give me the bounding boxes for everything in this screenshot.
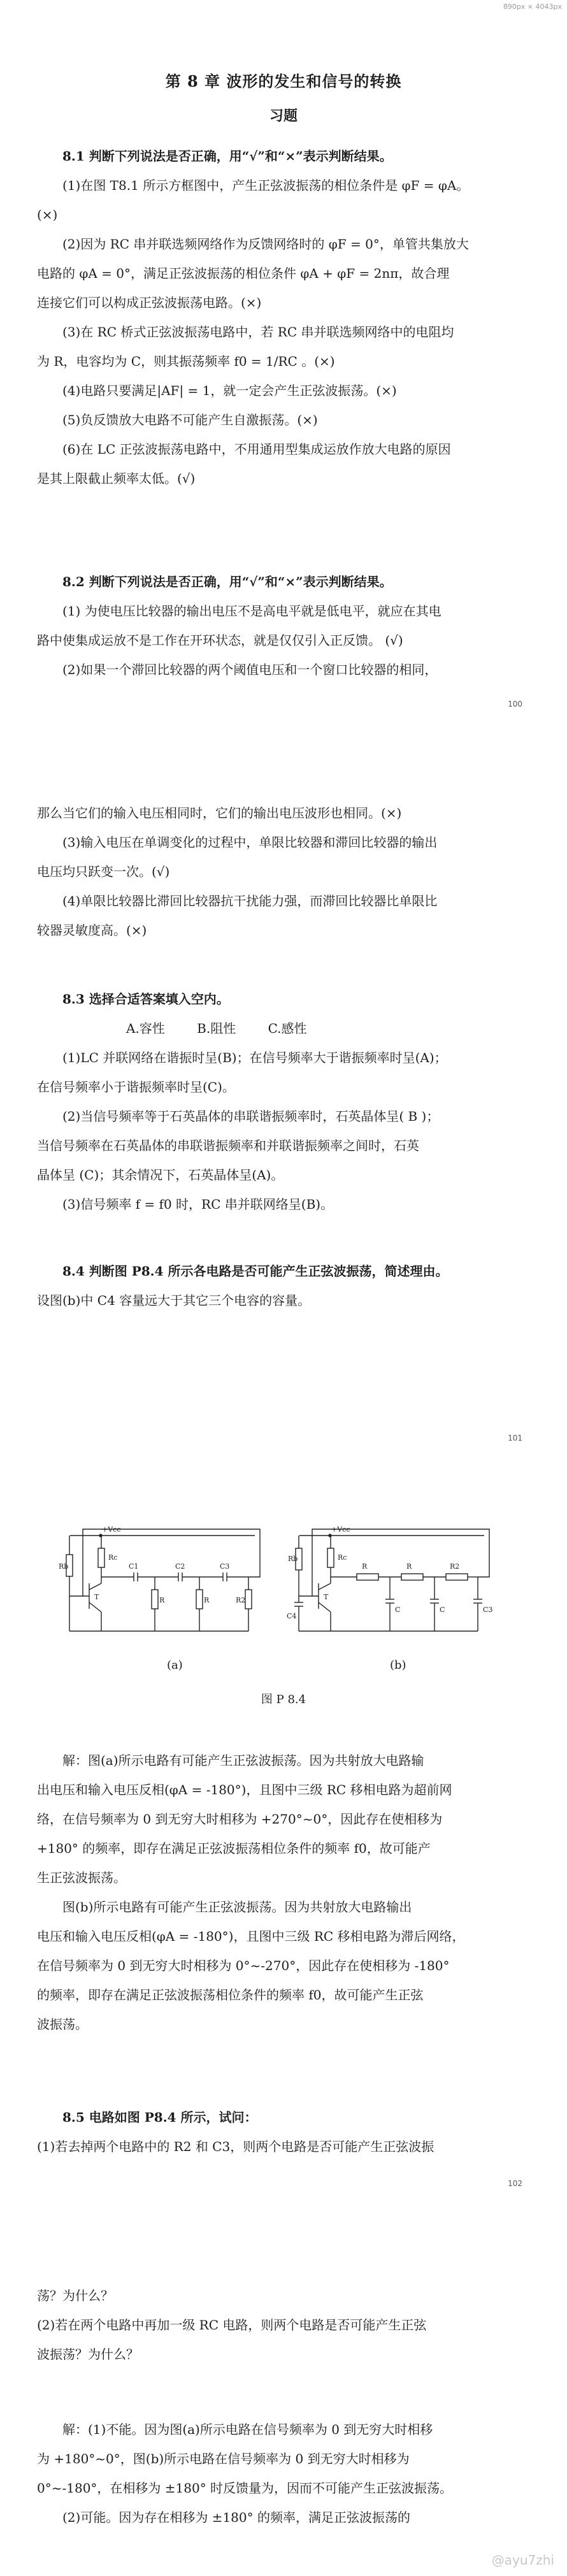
q83-item-2-line: 晶体呈 (C)；其余情况下，石英晶体呈(A)。 [37, 1167, 284, 1183]
svg-text:T: T [94, 1593, 99, 1601]
q82-item-4: (4)单限比较器比滞回比较器抗干扰能力强，而滞回比较器比单限比 [62, 893, 438, 909]
page-number: 102 [508, 2179, 522, 2188]
q82-block [0, 567, 567, 684]
solution-a-line: 出电压和输入电压反相(φA = -180°)，且图中三级 RC 移相电路为超前网 [37, 1782, 452, 1797]
svg-text:C3: C3 [220, 1562, 230, 1571]
q84-head: 8.4 判断图 P8.4 所示各电路是否可能产生正弦波振荡，简述理由。 [62, 1263, 449, 1279]
watermark: @ayu7zhi [491, 2552, 554, 2568]
q85-item-2: (2)若在两个电路中再加一级 RC 电路，则两个电路是否可能产生正弦 [37, 2317, 427, 2333]
circuit-a-figure [57, 1523, 268, 1644]
option-c: C.感性 [268, 1021, 307, 1036]
q82-item-2: (2)如果一个滞回比较器的两个阈值电压和一个窗口比较器的相同， [62, 662, 438, 677]
q85-solution-line: 为 +180°~0°，图(b)所示电路在信号频率为 0 到无穷大时相移为 [37, 2451, 410, 2466]
q81-item-3-line: 为 R，电容均为 C，则其振荡频率 f0 = 1/RC 。(×) [37, 354, 335, 369]
option-a: A.容性 [126, 1021, 165, 1036]
section-title: 习题 [269, 108, 298, 124]
q81-item-2-line: 连接它们可以构成正弦波振荡电路。(×) [37, 295, 262, 310]
q84-head-line: 设图(b)中 C4 容量远大于其它三个电容的容量。 [37, 1293, 311, 1308]
solution-b-line: 波振荡。 [37, 2017, 88, 2032]
svg-text:+Vcc: +Vcc [331, 1525, 350, 1534]
q83-head: 8.3 选择合适答案填入空内。 [62, 991, 229, 1007]
q82-item-2-line: 那么当它们的输入电压相同时，它们的输出电压波形也相同。(×) [37, 805, 402, 821]
fig-b-label: (b) [390, 1659, 406, 1672]
q83-item-3: (3)信号频率 f = f0 时，RC 串并联网络呈(B)。 [62, 1197, 334, 1212]
q83-item-1: (1)LC 并联网络在谐振时呈(B)；在信号频率大于谐振频率时呈(A)； [62, 1050, 447, 1065]
solution-a-line: 络，在信号频率为 0 到无穷大时相移为 +270°~0°，因此存在使相移为 [37, 1811, 443, 1827]
q81-item-6: (6)在 LC 正弦波振荡电路中，不用通用型集成运放作放大电路的原因 [62, 442, 451, 457]
q85-block [0, 2103, 567, 2161]
page-number: 101 [508, 1434, 522, 1443]
svg-text:Rb: Rb [288, 1555, 298, 1563]
q82-item-4-line: 较器灵敏度高。(×) [37, 923, 147, 938]
q82-item-3-line: 电压均只跃变一次。(√) [37, 864, 170, 879]
q83-item-2: (2)当信号频率等于石英晶体的串联谐振频率时，石英晶体呈( B )； [62, 1109, 440, 1124]
svg-text:C: C [440, 1606, 445, 1614]
dimension-label: 890px × 4043px [503, 3, 562, 11]
q81-item-4: (4)电路只要满足|AF| = 1，就一定会产生正弦波振荡。(×) [62, 383, 397, 398]
svg-text:C: C [395, 1606, 401, 1614]
q85-solution-1: 解：(1)不能。因为图(a)所示电路在信号频率为 0 到无穷大时相移 [62, 2422, 433, 2437]
svg-text:Rb: Rb [59, 1562, 69, 1571]
svg-text:R: R [406, 1562, 412, 1571]
svg-text:C4: C4 [287, 1612, 297, 1620]
figure-caption: 图 P 8.4 [261, 1693, 306, 1706]
solution-b-line: 电压和输入电压反相(φA = -180°)，且图中三级 RC 移相电路为滞后网络， [37, 1929, 465, 1944]
q82-item-1-line: 路中使集成运放不是工作在开环状态，就是仅仅引入正反馈。 (√) [37, 633, 403, 648]
circuit-b-figure [287, 1523, 497, 1644]
q81-item-3: (3)在 RC 桥式正弦波振荡电路中，若 RC 串并联选频网络中的电阻均 [62, 324, 454, 340]
svg-text:R: R [362, 1562, 368, 1571]
solution-b-line: 的频率，即存在满足正弦波振荡相位条件的频率 f0，故可能产生正弦 [37, 1987, 424, 2003]
svg-text:T: T [324, 1593, 329, 1601]
svg-text:R2: R2 [236, 1596, 246, 1604]
q82-item-1: (1) 为使电压比较器的输出电压不是高电平就是低电平，就应在其电 [62, 603, 441, 619]
q85-solution-line: 0°~-180°，在相移为 ±180° 时反馈量为，因而不可能产生正弦波振荡。 [37, 2480, 453, 2496]
svg-text:Rc: Rc [108, 1553, 118, 1562]
q83-block [0, 984, 567, 1219]
fig-a-label: (a) [167, 1659, 183, 1672]
q81-item-1-answer: (×) [37, 207, 58, 222]
q85-solution-2: (2)可能。因为存在相移为 ±180° 的频率，满足正弦波振荡的 [62, 2510, 410, 2525]
solution-b-line: 在信号频率为 0 到无穷大时相移为 0°~-270°，因此存在使相移为 -180° [37, 1958, 450, 1973]
q82-item-3: (3)输入电压在单调变化的过程中，单限比较器和滞回比较器的输出 [62, 835, 438, 850]
q83-item-1-line: 在信号频率小于谐振频率时呈(C)。 [37, 1079, 235, 1095]
q81-head: 8.1 判断下列说法是否正确，用“√”和“×”表示判断结果。 [62, 148, 392, 164]
svg-text:+Vcc: +Vcc [102, 1525, 121, 1534]
svg-text:C1: C1 [129, 1562, 139, 1571]
q85-item-1-line: 荡？为什么？ [37, 2288, 113, 2303]
svg-text:R: R [159, 1596, 165, 1604]
q83-options [37, 1014, 503, 1043]
svg-text:C3: C3 [483, 1606, 493, 1614]
q85-head: 8.5 电路如图 P8.4 所示，试问： [62, 2110, 257, 2125]
q81-item-1: (1)在图 T8.1 所示方框图中，产生正弦波振荡的相位条件是 φF = φA。 [62, 178, 470, 193]
q85-item-1: (1)若去掉两个电路中的 R2 和 C3，则两个电路是否可能产生正弦波振 [37, 2139, 434, 2154]
q81-item-6-line: 是其上限截止频率太低。(√) [37, 471, 196, 486]
svg-text:R: R [204, 1596, 210, 1604]
solution-a-line: 生正弦波振荡。 [37, 1870, 126, 1885]
chapter-title: 第 8 章 波形的发生和信号的转换 [165, 72, 402, 90]
q83-item-2-line: 当信号频率在石英晶体的串联谐振频率和并联谐振频率之间时，石英 [37, 1138, 419, 1153]
q85-solution [0, 2415, 567, 2532]
page-1-body [0, 105, 567, 125]
q81-item-2: (2)因为 RC 串并联选频网络作为反馈网络时的 φF = 0°，单管共集放大 [62, 236, 469, 252]
q85-item-2-line: 波振荡？为什么？ [37, 2347, 139, 2362]
page-number: 100 [508, 700, 522, 709]
svg-text:Rc: Rc [338, 1553, 347, 1562]
solution-b: 图(b)所示电路有可能产生正弦波振荡。因为共射放大电路输出 [62, 1899, 412, 1915]
svg-text:R2: R2 [450, 1562, 460, 1571]
q84-solution [0, 1746, 567, 2039]
q84-block [0, 1256, 567, 1315]
q82-continued [0, 798, 567, 945]
q82-head: 8.2 判断下列说法是否正确，用“√”和“×”表示判断结果。 [62, 574, 392, 589]
q85-continued [0, 2281, 567, 2369]
solution-a-line: +180° 的频率，即存在满足正弦波振荡相位条件的频率 f0，故可能产 [37, 1841, 431, 1856]
svg-text:C2: C2 [175, 1562, 185, 1571]
q81-item-2-line: 电路的 φA = 0°，满足正弦波振荡的相位条件 φA + φF = 2nπ，故合理 [37, 266, 450, 281]
solution-a: 解：图(a)所示电路有可能产生正弦波振荡。因为共射放大电路输 [62, 1753, 424, 1768]
q81-item-5: (5)负反馈放大电路不可能产生自激振荡。(×) [62, 412, 318, 428]
q81-block [0, 141, 567, 493]
option-b: B.阻性 [197, 1021, 236, 1036]
page-1 [0, 69, 567, 91]
